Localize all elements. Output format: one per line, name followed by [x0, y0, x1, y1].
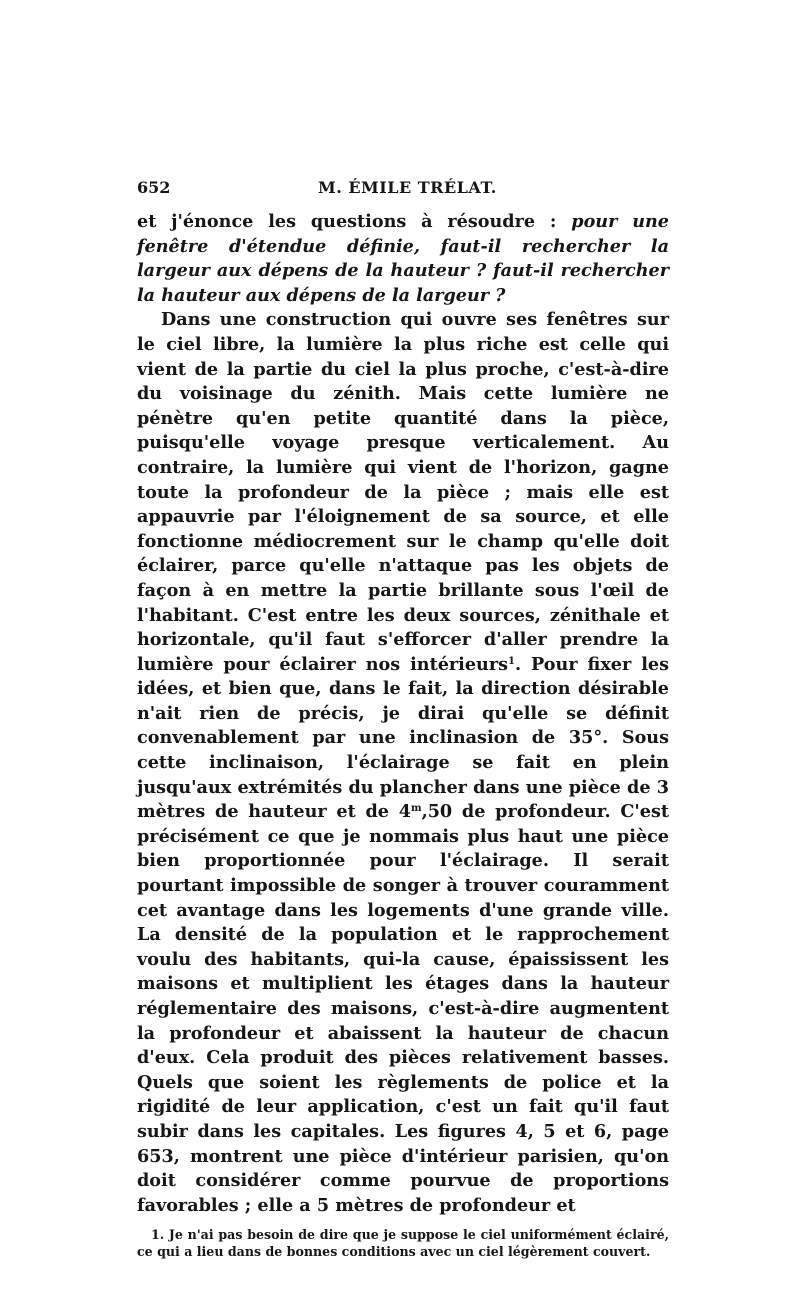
paragraph-2 — [137, 308, 669, 1218]
footnote — [137, 1226, 669, 1260]
paragraph-1-lead: et j'énonce les questions à résoudre : — [137, 211, 572, 232]
paragraph-1 — [137, 210, 669, 308]
page-header — [137, 178, 669, 210]
footnote-reference[interactable]: 1 — [508, 655, 515, 667]
footnote-number: 1. — [151, 1227, 165, 1243]
book-page — [137, 178, 669, 1260]
paragraph-1-italic: pour une fenêtre d'étendue définie, faut-il rechercher la largeur aux dépens de la hauteur ? faut-il rechercher la hauteur aux dépens de la largeur ? — [137, 211, 669, 306]
main-text — [137, 210, 669, 1218]
meter-superscript: m — [410, 803, 422, 815]
paragraph-2-part3: ,50 de profondeur. C'est précisément ce que je nommais plus haut une pièce bien proportionnée pour l'éclairage. Il serait pourtant impossible de songer à trouver couramment cet avantage dans les logements d'une grande ville. La densité de la population et le rapprochement voulu des habitants, qui-la cause, épaississent les maisons et multiplient les étages dans la hauteur réglementaire des maisons, c'est-à-dire augmentent la profondeur et abaissent la hauteur de chacun d'eux. Cela produit des pièces relativement basses. Quels que soient les règlements de police et la rigidité de leur application, c'est un fait qu'il faut subir dans les capitales. Les figures 4, 5 et 6, page 653, montrent une pièce d'intérieur parisien, qu'on doit considérer comme pourvue de proportions favorables ; elle a 5 mètres de profondeur et — [137, 801, 669, 1216]
page-number: 652 — [137, 178, 171, 197]
paragraph-2-part2: . Pour fixer les idées, et bien que, dans le fait, la direction désirable n'ait rien de précis, je dirai qu'elle se définit convenablement par une inclinasion de 35°. Sous cette inclinaison, l'éclairage se fait en plein jusqu'aux extrémités du plancher dans une pièce de 3 mètres de hauteur et de 4 — [137, 653, 669, 823]
running-title: M. ÉMILE TRÉLAT. — [318, 178, 497, 197]
footnote-text: Je n'ai pas besoin de dire que je suppose le ciel uniformément éclairé, ce qui a lieu dans de bonnes conditions avec un ciel légèrement couvert. — [137, 1227, 669, 1260]
paragraph-2-part1: Dans une construction qui ouvre ses fenêtres sur le ciel libre, la lumière la plus riche est celle qui vient de la partie du ciel la plus proche, c'est-à-dire du voisinage du zénith. Mais cette lumière ne pénètre qu'en petite quantité dans la pièce, puisqu'elle voyage presque verticalement. Au contraire, la lumière qui vient de l'horizon, gagne toute la profondeur de la pièce ; mais elle est appauvrie par l'éloignement de sa source, et elle fonctionne médiocrement sur le champ qu'elle doit éclairer, parce qu'elle n'attaque pas les objets de façon à en mettre la partie brillante sous l'œil de l'habitant. C'est entre les deux sources, zénithale et horizontale, qu'il faut s'efforcer d'aller prendre la lumière pour éclairer nos intérieurs — [137, 309, 669, 675]
